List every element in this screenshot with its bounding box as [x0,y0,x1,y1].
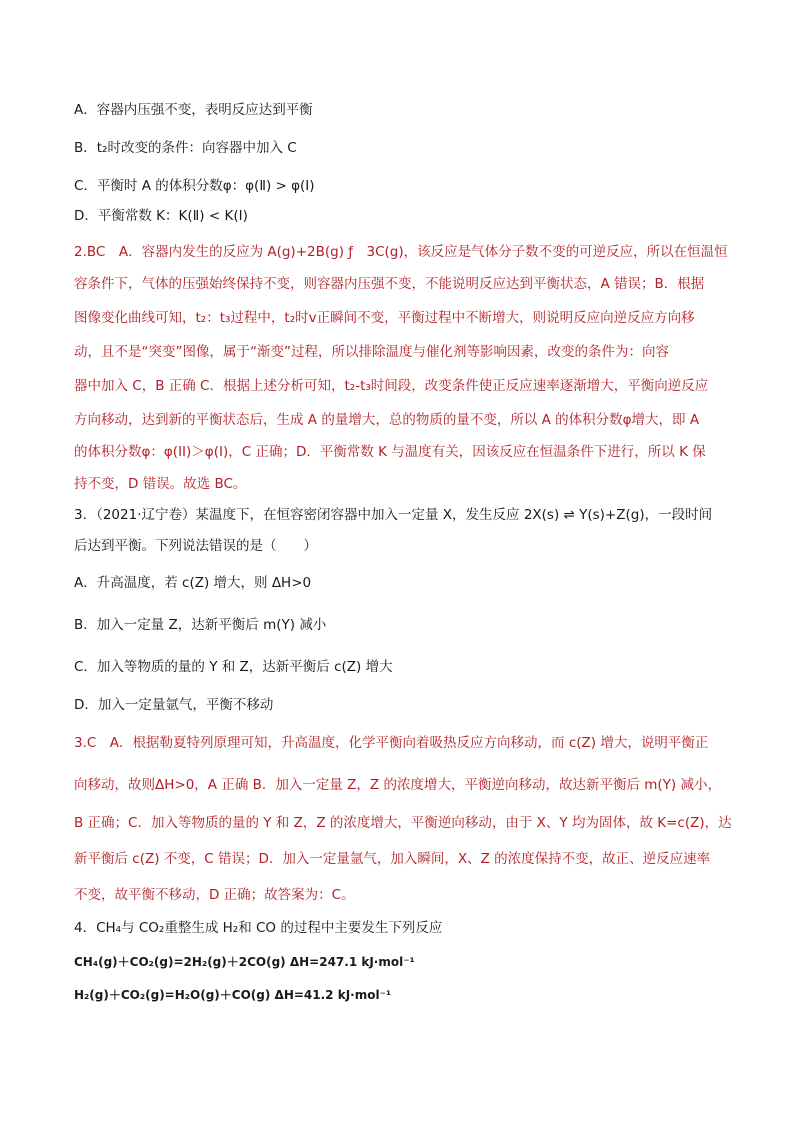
q2-option-c: C．平衡时 A 的体积分数φ：φ(Ⅱ) > φ(Ⅰ) [74,178,315,194]
question-4-stem: 4．CH₄与 CO₂重整生成 H₂和 CO 的过程中主要发生下列反应 [74,920,443,936]
answer-2-line: 图像变化曲线可知，t₂：t₃过程中，t₂时v正瞬间不变，平衡过程中不断增大，则说明反应向逆反应方向移 [74,310,695,326]
answer-3-line: B 正确；C．加入等物质的量的 Y 和 Z，Z 的浓度增大，平衡逆向移动，由于 X、Y 均为固体，故 K=c(Z)，达 [74,815,732,831]
answer-2-line: 2.BC A．容器内发生的反应为 A(g)+2B(g) ƒ 3C(g)，该反应是气体分子数不变的可逆反应，所以在恒温恒 [74,244,728,260]
question-3-stem: 3．（2021·辽宁卷）某温度下，在恒容密闭容器中加入一定量 X，发生反应 2X(s) ⇌ Y(s)+Z(g)，一段时间 [74,507,713,523]
answer-2-line: 持不变，D 错误。故选 BC。 [74,476,247,492]
question-3-stem: 后达到平衡。下列说法错误的是（ ） [74,538,317,554]
q3-option-c: C．加入等物质的量的 Y 和 Z，达新平衡后 c(Z) 增大 [74,659,393,675]
answer-3-line: 新平衡后 c(Z) 不变，C 错误；D．加入一定量氩气，加入瞬间，X、Z 的浓度保持不变，故正、逆反应速率 [74,851,711,867]
q3-option-d: D．加入一定量氩气，平衡不移动 [74,697,274,713]
q3-option-a: A．升高温度，若 c(Z) 增大，则 ΔH>0 [74,575,312,591]
q2-option-b: B．t₂时改变的条件：向容器中加入 C [74,140,297,156]
q2-option-d: D．平衡常数 K：K(Ⅱ) < K(Ⅰ) [74,208,248,224]
answer-2-line: 容条件下，气体的压强始终保持不变，则容器内压强不变，不能说明反应达到平衡状态，A 错误；B．根据 [74,276,705,292]
q3-option-b: B．加入一定量 Z，达新平衡后 m(Y) 减小 [74,617,327,633]
q2-option-a: A．容器内压强不变，表明反应达到平衡 [74,102,313,118]
answer-2-line: 器中加入 C，B 正确 C．根据上述分析可知，t₂-t₃时间段，改变条件使正反应速率逐渐增大，平衡向逆反应 [74,378,709,394]
answer-3-line: 3.C A．根据勒夏特列原理可知，升高温度，化学平衡向着吸热反应方向移动，而 c(Z) 增大，说明平衡正 [74,735,709,751]
reaction-1: CH₄(g)＋CO₂(g)=2H₂(g)＋2CO(g) ΔH=247.1 kJ·mol⁻¹ [74,955,415,969]
answer-2-line: 方向移动，达到新的平衡状态后，生成 A 的量增大，总的物质的量不变，所以 A 的体积分数φ增大，即 A [74,412,700,428]
answer-2-line: 动，且不是“突变”图像，属于“渐变”过程，所以排除温度与催化剂等影响因素，改变的条件为：向容 [74,344,669,360]
answer-3-line: 不变，故平衡不移动，D 正确；故答案为：C。 [74,887,355,903]
answer-2-line: 的体积分数φ：φ(II)＞φ(I)，C 正确；D．平衡常数 K 与温度有关，因该反应在恒温条件下进行，所以 K 保 [74,444,706,460]
answer-3-line: 向移动，故则ΔH>0，A 正确 B．加入一定量 Z，Z 的浓度增大，平衡逆向移动，故达新平衡后 m(Y) 减小， [74,777,721,793]
reaction-2: H₂(g)＋CO₂(g)=H₂O(g)＋CO(g) ΔH=41.2 kJ·mol⁻¹ [74,988,392,1002]
